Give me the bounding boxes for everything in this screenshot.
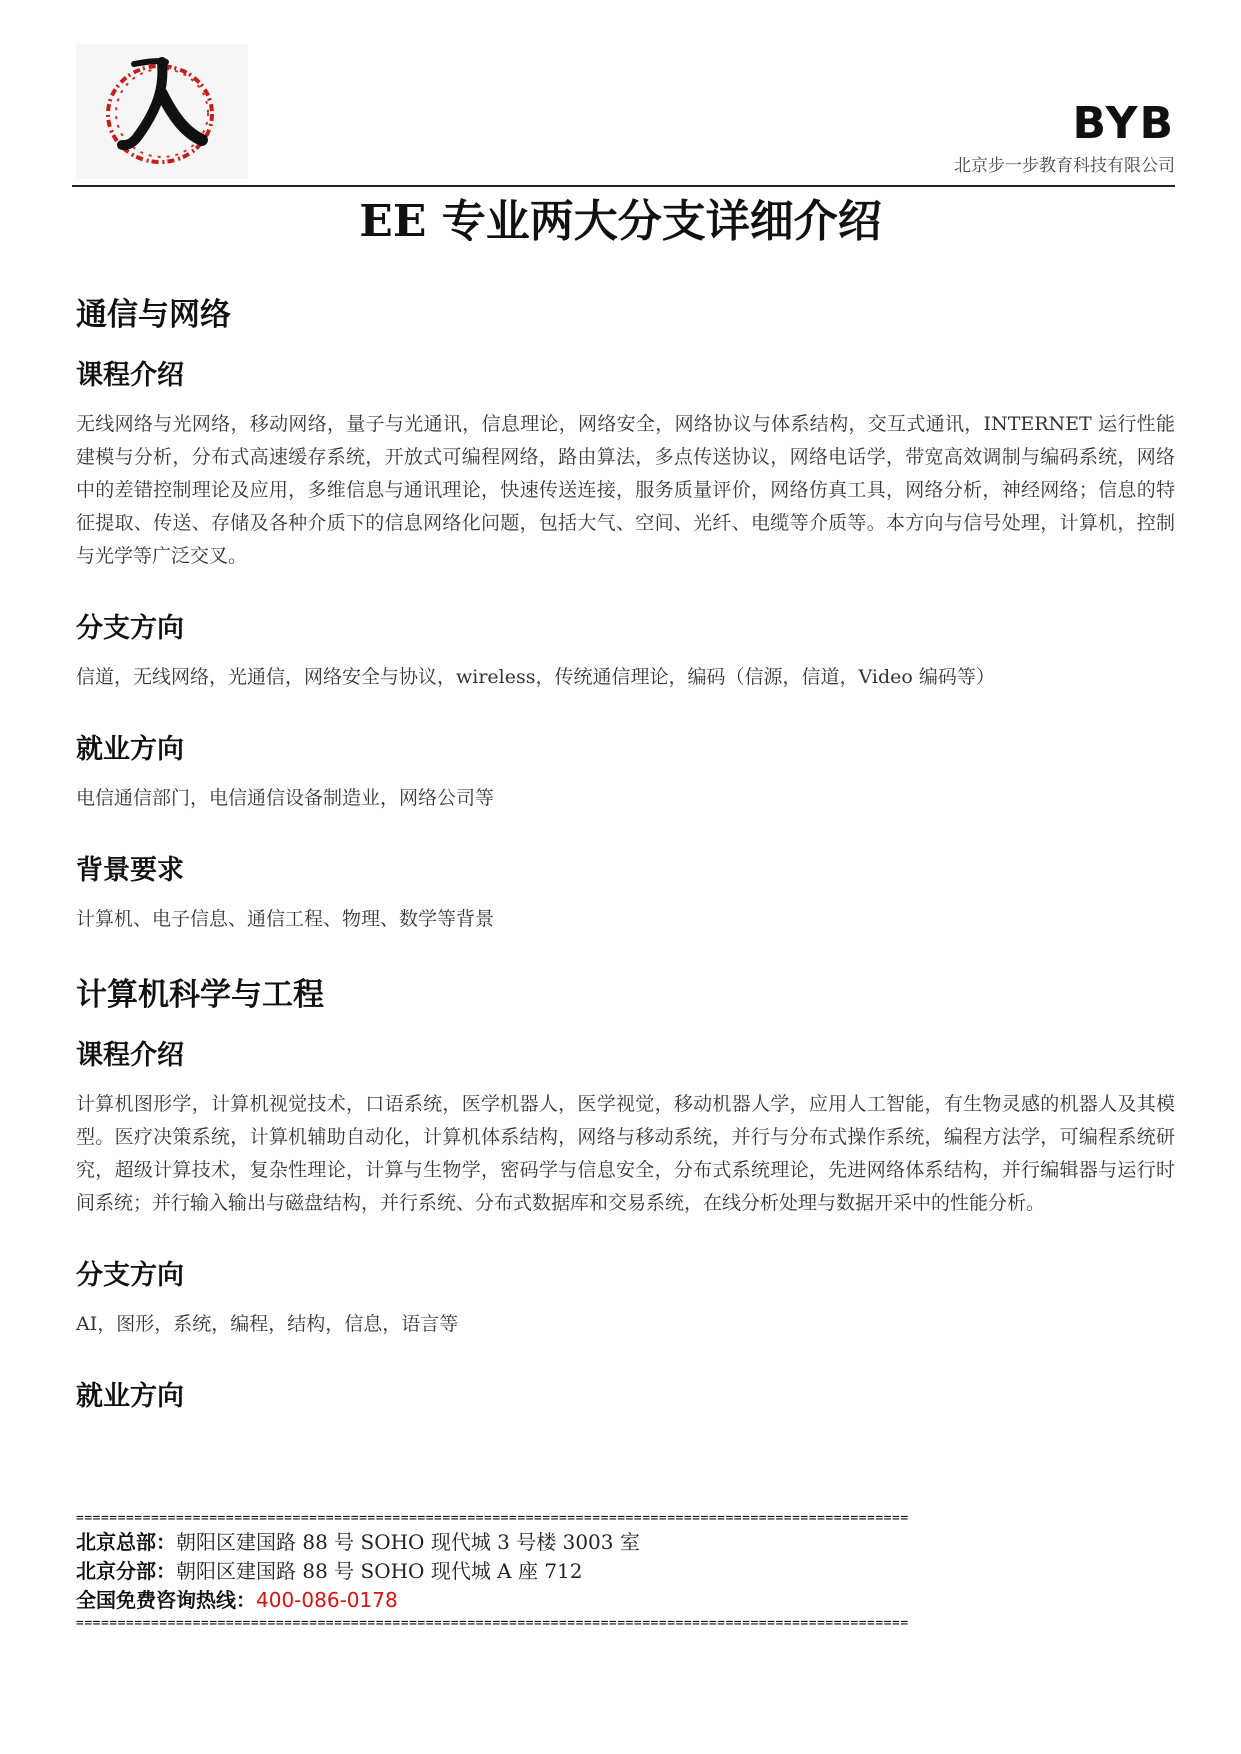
hotline-line xyxy=(76,1586,1175,1615)
section-title: 计算机科学与工程 xyxy=(76,977,324,1013)
subsection-text: 电信通信部门，电信通信设备制造业，网络公司等 xyxy=(76,787,495,809)
page-title: EE 专业两大分支详细介绍 xyxy=(359,196,882,247)
subsection-course-intro xyxy=(76,356,1175,573)
brand-mark: BYB xyxy=(1072,98,1175,149)
subsection-title: 就业方向 xyxy=(76,734,184,765)
branch-address: 朝阳区建国路 88 号 SOHO 现代城 A 座 712 xyxy=(176,1559,583,1583)
subsection-title: 课程介绍 xyxy=(76,1040,184,1071)
company-name: 北京步一步教育科技有限公司 xyxy=(954,156,1175,176)
separator-line: ==================================================================================================== xyxy=(76,1511,909,1526)
subsection-careers xyxy=(76,1377,1175,1417)
separator-line: ==================================================================================================== xyxy=(76,1616,909,1631)
section-computer-science xyxy=(76,972,1175,1417)
logo-ren-seal-icon xyxy=(76,44,248,179)
section-title: 通信与网络 xyxy=(76,297,231,333)
subsection-text: 计算机图形学，计算机视觉技术，口语系统，医学机器人，医学视觉，移动机器人学，应用人工智能，有生物灵感的机器人及其模型。医疗决策系统，计算机辅助自动化，计算机体系结构，网络与移动系统，并行与分布式操作系统，编程方法学，可编程系统研究，超级计算技术，复杂性理论，计算与生物学，密码学与信息安全，分布式系统理论，先进网络体系结构，并行编辑器与运行时间系统；并行输入输出与磁盘结构，并行系统、分布式数据库和交易系统，在线分析处理与数据开采中的性能分析。 xyxy=(76,1093,1175,1214)
logo xyxy=(76,44,248,179)
subsection-title: 分支方向 xyxy=(76,613,184,644)
subsection-text: AI，图形，系统，编程，结构，信息，语言等 xyxy=(76,1313,459,1335)
hq-address-line xyxy=(76,1528,1175,1557)
subsection-branches xyxy=(76,609,1175,694)
subsection-careers xyxy=(76,730,1175,815)
header-rule xyxy=(72,185,1175,187)
subsection-course-intro xyxy=(76,1036,1175,1220)
subsection-branches xyxy=(76,1256,1175,1341)
subsection-text: 无线网络与光网络，移动网络，量子与光通讯，信息理论，网络安全，网络协议与体系结构，交互式通讯，INTERNET 运行性能建模与分析，分布式高速缓存系统，开放式可编程网络，路由算法，多点传送协议，网络电话学，带宽高效调制与编码系统，网络中的差错控制理论及应用，多维信息与通讯理论，快速传送连接，服务质量评价，网络仿真工具，网络分析，神经网络；信息的特征提取、传送、存储及各种介质下的信息网络化问题，包括大气、空间、光纤、电缆等介质等。本方向与信号处理，计算机，控制与光学等广泛交叉。 xyxy=(76,413,1175,567)
document-body xyxy=(76,292,1175,1429)
subsection-title: 背景要求 xyxy=(76,855,184,886)
hotline-label: 全国免费咨询热线： xyxy=(76,1588,256,1612)
branch-address-line xyxy=(76,1557,1175,1586)
subsection-title: 分支方向 xyxy=(76,1260,184,1291)
subsection-text: 计算机、电子信息、通信工程、物理、数学等背景 xyxy=(76,908,495,930)
subsection-background xyxy=(76,851,1175,936)
subsection-text: 信道，无线网络，光通信，网络安全与协议，wireless，传统通信理论，编码（信源，信道，Video 编码等） xyxy=(76,666,995,688)
section-communication-network xyxy=(76,292,1175,936)
hotline-number: 400-086-0178 xyxy=(256,1588,398,1612)
branch-label: 北京分部： xyxy=(76,1559,176,1583)
hq-address: 朝阳区建国路 88 号 SOHO 现代城 3 号楼 3003 室 xyxy=(176,1530,640,1554)
contact-footer xyxy=(76,1510,1175,1633)
brand-block xyxy=(954,100,1175,176)
hq-label: 北京总部： xyxy=(76,1530,176,1554)
subsection-title: 就业方向 xyxy=(76,1381,184,1412)
subsection-title: 课程介绍 xyxy=(76,360,184,391)
